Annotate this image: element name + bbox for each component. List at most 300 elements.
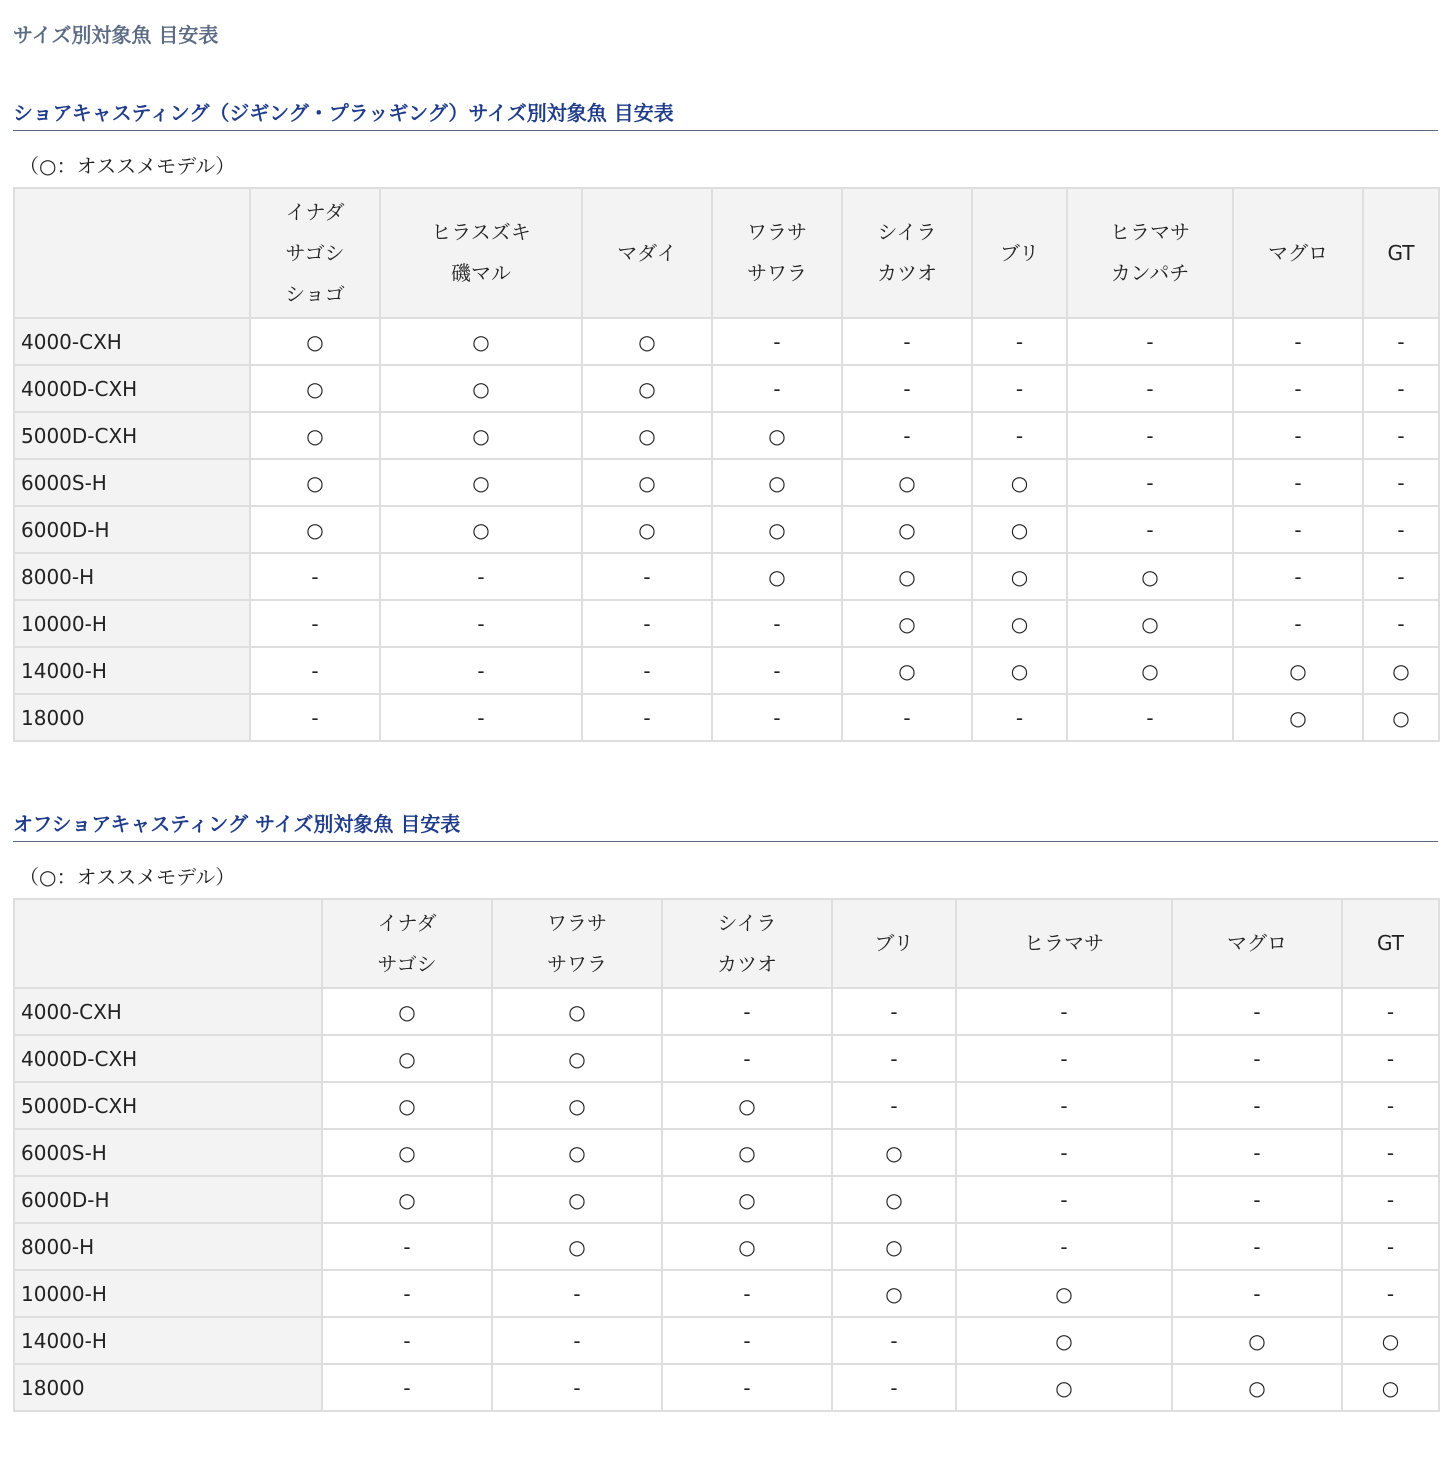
circle-mark: ○ bbox=[638, 470, 656, 495]
not-applicable-cell bbox=[1342, 1223, 1439, 1270]
not-applicable-cell bbox=[1363, 600, 1439, 647]
fish-name: ヒラスズキ bbox=[431, 220, 531, 244]
corner-header-cell bbox=[14, 899, 322, 988]
recommended-mark-cell bbox=[1233, 694, 1363, 741]
circle-mark: ○ bbox=[398, 1046, 416, 1071]
not-applicable-cell bbox=[1172, 988, 1342, 1035]
fish-column-header bbox=[842, 188, 972, 318]
table-header-row bbox=[14, 188, 1439, 318]
dash-mark: - bbox=[477, 658, 485, 683]
dash-mark: - bbox=[1386, 1187, 1395, 1212]
dash-mark: - bbox=[643, 611, 651, 636]
circle-mark: ○ bbox=[1010, 564, 1029, 589]
not-applicable-cell bbox=[582, 553, 712, 600]
not-applicable-cell bbox=[380, 553, 582, 600]
circle-mark: ○ bbox=[306, 329, 324, 354]
circle-mark: ○ bbox=[738, 1140, 756, 1165]
recommended-mark-cell bbox=[250, 365, 380, 412]
not-applicable-cell bbox=[1172, 1176, 1342, 1223]
circle-mark: ○ bbox=[1381, 1375, 1400, 1400]
model-name-cell: 8000-H bbox=[14, 1223, 322, 1270]
circle-mark: ○ bbox=[738, 1234, 756, 1259]
not-applicable-cell bbox=[1172, 1129, 1342, 1176]
fish-name: GT bbox=[1376, 931, 1404, 955]
fish-column-header bbox=[250, 188, 380, 318]
dash-mark: - bbox=[1253, 1093, 1261, 1118]
not-applicable-cell bbox=[1342, 1270, 1439, 1317]
dash-mark: - bbox=[1386, 1234, 1395, 1259]
dash-mark: - bbox=[1060, 999, 1068, 1024]
not-applicable-cell bbox=[250, 647, 380, 694]
not-applicable-cell bbox=[972, 318, 1067, 365]
not-applicable-cell bbox=[1067, 318, 1233, 365]
not-applicable-cell bbox=[662, 1270, 832, 1317]
fish-column-header bbox=[322, 899, 492, 988]
circle-mark: ○ bbox=[898, 517, 916, 542]
not-applicable-cell bbox=[250, 553, 380, 600]
dash-mark: - bbox=[890, 1093, 898, 1118]
fish-name: マダイ bbox=[617, 240, 677, 265]
fish-column-header bbox=[380, 188, 582, 318]
dash-mark: - bbox=[1397, 611, 1405, 636]
circle-mark: ○ bbox=[1289, 705, 1307, 730]
recommended-mark-cell bbox=[492, 1035, 662, 1082]
dash-mark: - bbox=[1253, 1281, 1261, 1306]
recommended-mark-cell bbox=[1172, 1364, 1342, 1411]
not-applicable-cell bbox=[832, 988, 956, 1035]
offshore-casting-section bbox=[13, 809, 1438, 1412]
dash-mark: - bbox=[1386, 1281, 1395, 1306]
dash-mark: - bbox=[743, 1328, 751, 1353]
recommended-mark-cell bbox=[662, 1129, 832, 1176]
fish-column-header bbox=[956, 899, 1172, 988]
fish-name: ワラサ bbox=[547, 910, 607, 935]
recommended-mark-cell bbox=[380, 459, 582, 506]
recommended-mark-cell bbox=[842, 459, 972, 506]
recommended-mark-cell bbox=[380, 318, 582, 365]
dash-mark: - bbox=[403, 1281, 411, 1306]
fish-name: カンパチ bbox=[1110, 261, 1190, 285]
circle-mark: ○ bbox=[568, 1187, 586, 1212]
not-applicable-cell bbox=[842, 318, 972, 365]
recommended-mark-cell bbox=[322, 1035, 492, 1082]
recommended-mark-cell bbox=[250, 412, 380, 459]
dash-mark: - bbox=[773, 329, 781, 354]
dash-mark: - bbox=[1397, 329, 1405, 354]
fish-name: サワラ bbox=[747, 261, 807, 285]
not-applicable-cell bbox=[956, 1176, 1172, 1223]
recommended-mark-cell bbox=[832, 1270, 956, 1317]
dash-mark: - bbox=[1253, 1234, 1261, 1259]
circle-mark: ○ bbox=[885, 1140, 903, 1165]
dash-mark: - bbox=[1146, 705, 1154, 730]
shore-casting-section bbox=[13, 98, 1438, 742]
table-row bbox=[14, 1082, 1439, 1129]
circle-mark: ○ bbox=[472, 517, 490, 542]
dash-mark: - bbox=[1397, 517, 1405, 542]
model-name-cell: 5000D-CXH bbox=[14, 412, 250, 459]
dash-mark: - bbox=[1386, 1140, 1395, 1165]
circle-mark: ○ bbox=[1289, 658, 1307, 683]
recommended-mark-cell bbox=[380, 365, 582, 412]
not-applicable-cell bbox=[832, 1364, 956, 1411]
fish-name: ブリ bbox=[999, 240, 1040, 265]
recommended-mark-cell bbox=[1342, 1364, 1439, 1411]
dash-mark: - bbox=[403, 1328, 411, 1353]
dash-mark: - bbox=[311, 611, 319, 636]
not-applicable-cell bbox=[582, 694, 712, 741]
circle-mark: ○ bbox=[1141, 564, 1159, 589]
recommended-mark-cell bbox=[492, 1176, 662, 1223]
dash-mark: - bbox=[1294, 470, 1302, 495]
model-name-cell: 14000-H bbox=[14, 647, 250, 694]
circle-mark: ○ bbox=[472, 470, 490, 495]
dash-mark: - bbox=[1060, 1046, 1068, 1071]
table-body bbox=[14, 318, 1439, 741]
dash-mark: - bbox=[1015, 329, 1024, 354]
model-name-cell: 4000-CXH bbox=[14, 318, 250, 365]
model-name-cell: 8000-H bbox=[14, 553, 250, 600]
page-title: サイズ別対象魚 目安表 bbox=[13, 23, 219, 47]
circle-mark: ○ bbox=[1010, 517, 1029, 542]
section-heading: ショアキャスティング（ジギング・プラッギング）サイズ別対象魚 目安表 bbox=[13, 98, 1438, 131]
recommended-mark-cell bbox=[832, 1129, 956, 1176]
dash-mark: - bbox=[1397, 564, 1405, 589]
not-applicable-cell bbox=[250, 694, 380, 741]
not-applicable-cell bbox=[1172, 1035, 1342, 1082]
dash-mark: - bbox=[1146, 376, 1154, 401]
recommended-mark-cell bbox=[972, 506, 1067, 553]
model-name-cell: 10000-H bbox=[14, 600, 250, 647]
recommended-mark-cell bbox=[250, 506, 380, 553]
fish-column-header bbox=[662, 899, 832, 988]
shore-casting-table bbox=[13, 187, 1440, 742]
model-name-cell: 6000D-H bbox=[14, 1176, 322, 1223]
dash-mark: - bbox=[477, 705, 485, 730]
dash-mark: - bbox=[773, 705, 781, 730]
circle-mark: ○ bbox=[638, 423, 656, 448]
recommended-mark-cell bbox=[842, 647, 972, 694]
table-row bbox=[14, 1317, 1439, 1364]
not-applicable-cell bbox=[1067, 459, 1233, 506]
dash-mark: - bbox=[1386, 999, 1395, 1024]
circle-mark: ○ bbox=[1010, 470, 1029, 495]
dash-mark: - bbox=[1253, 999, 1261, 1024]
not-applicable-cell bbox=[492, 1270, 662, 1317]
not-applicable-cell bbox=[1067, 365, 1233, 412]
table-row bbox=[14, 988, 1439, 1035]
not-applicable-cell bbox=[1233, 506, 1363, 553]
corner-header-cell bbox=[14, 188, 250, 318]
dash-mark: - bbox=[1253, 1187, 1261, 1212]
not-applicable-cell bbox=[492, 1317, 662, 1364]
dash-mark: - bbox=[1294, 329, 1302, 354]
recommended-mark-cell bbox=[972, 647, 1067, 694]
dash-mark: - bbox=[643, 705, 651, 730]
circle-mark: ○ bbox=[768, 517, 786, 542]
not-applicable-cell bbox=[956, 988, 1172, 1035]
dash-mark: - bbox=[1386, 1046, 1395, 1071]
circle-mark: ○ bbox=[638, 517, 656, 542]
not-applicable-cell bbox=[1363, 506, 1439, 553]
fish-column-header bbox=[1172, 899, 1342, 988]
dash-mark: - bbox=[890, 1046, 898, 1071]
fish-column-header bbox=[1067, 188, 1233, 318]
circle-mark: ○ bbox=[568, 1234, 586, 1259]
recommendation-legend: （○：オススメモデル） bbox=[19, 865, 236, 889]
dash-mark: - bbox=[1397, 470, 1405, 495]
fish-name: 磯マル bbox=[451, 261, 511, 285]
fish-name: サワラ bbox=[547, 951, 607, 976]
not-applicable-cell bbox=[1067, 506, 1233, 553]
not-applicable-cell bbox=[712, 365, 842, 412]
circle-mark: ○ bbox=[1392, 705, 1410, 730]
not-applicable-cell bbox=[662, 1317, 832, 1364]
not-applicable-cell bbox=[712, 318, 842, 365]
not-applicable-cell bbox=[322, 1223, 492, 1270]
dash-mark: - bbox=[743, 999, 751, 1024]
recommended-mark-cell bbox=[582, 506, 712, 553]
not-applicable-cell bbox=[1342, 1082, 1439, 1129]
recommended-mark-cell bbox=[1172, 1317, 1342, 1364]
table-row bbox=[14, 1364, 1439, 1411]
dash-mark: - bbox=[1397, 423, 1405, 448]
dash-mark: - bbox=[477, 611, 485, 636]
table-row bbox=[14, 1129, 1439, 1176]
circle-mark: ○ bbox=[885, 1281, 903, 1306]
table-row bbox=[14, 365, 1439, 412]
dash-mark: - bbox=[890, 1375, 898, 1400]
dash-mark: - bbox=[743, 1281, 751, 1306]
not-applicable-cell bbox=[1363, 459, 1439, 506]
fish-name: ショゴ bbox=[285, 281, 345, 306]
not-applicable-cell bbox=[1172, 1270, 1342, 1317]
recommended-mark-cell bbox=[582, 412, 712, 459]
dash-mark: - bbox=[1294, 564, 1302, 589]
not-applicable-cell bbox=[1233, 318, 1363, 365]
recommended-mark-cell bbox=[492, 1223, 662, 1270]
fish-name: ワラサ bbox=[747, 220, 807, 244]
recommended-mark-cell bbox=[972, 553, 1067, 600]
dash-mark: - bbox=[643, 564, 651, 589]
circle-mark: ○ bbox=[472, 329, 490, 354]
circle-mark: ○ bbox=[306, 470, 324, 495]
dash-mark: - bbox=[890, 1328, 898, 1353]
fish-name: カツオ bbox=[717, 951, 777, 976]
not-applicable-cell bbox=[1067, 694, 1233, 741]
dash-mark: - bbox=[1397, 376, 1405, 401]
fish-name: シイラ bbox=[877, 220, 937, 244]
not-applicable-cell bbox=[582, 647, 712, 694]
not-applicable-cell bbox=[832, 1317, 956, 1364]
not-applicable-cell bbox=[662, 1364, 832, 1411]
recommended-mark-cell bbox=[842, 553, 972, 600]
dash-mark: - bbox=[1060, 1234, 1068, 1259]
recommended-mark-cell bbox=[1363, 647, 1439, 694]
dash-mark: - bbox=[1060, 1140, 1068, 1165]
not-applicable-cell bbox=[712, 694, 842, 741]
dash-mark: - bbox=[1015, 423, 1024, 448]
dash-mark: - bbox=[1294, 423, 1302, 448]
circle-mark: ○ bbox=[568, 1046, 586, 1071]
circle-mark: ○ bbox=[885, 1187, 903, 1212]
not-applicable-cell bbox=[842, 694, 972, 741]
circle-mark: ○ bbox=[1055, 1281, 1073, 1306]
model-name-cell: 14000-H bbox=[14, 1317, 322, 1364]
fish-column-header bbox=[1233, 188, 1363, 318]
dash-mark: - bbox=[643, 658, 651, 683]
circle-mark: ○ bbox=[638, 376, 656, 401]
recommended-mark-cell bbox=[712, 506, 842, 553]
recommended-mark-cell bbox=[322, 988, 492, 1035]
circle-mark: ○ bbox=[768, 564, 786, 589]
dash-mark: - bbox=[403, 1234, 411, 1259]
dash-mark: - bbox=[903, 423, 911, 448]
not-applicable-cell bbox=[1363, 412, 1439, 459]
not-applicable-cell bbox=[322, 1270, 492, 1317]
table-row bbox=[14, 694, 1439, 741]
recommended-mark-cell bbox=[972, 459, 1067, 506]
model-name-cell: 5000D-CXH bbox=[14, 1082, 322, 1129]
recommended-mark-cell bbox=[832, 1176, 956, 1223]
circle-mark: ○ bbox=[1010, 611, 1029, 636]
recommended-mark-cell bbox=[956, 1270, 1172, 1317]
dash-mark: - bbox=[743, 1375, 751, 1400]
circle-mark: ○ bbox=[738, 1093, 756, 1118]
table-row bbox=[14, 506, 1439, 553]
recommended-mark-cell bbox=[380, 506, 582, 553]
circle-mark: ○ bbox=[1248, 1328, 1266, 1353]
circle-mark: ○ bbox=[1055, 1375, 1073, 1400]
circle-mark: ○ bbox=[398, 1093, 416, 1118]
not-applicable-cell bbox=[956, 1082, 1172, 1129]
dash-mark: - bbox=[1015, 376, 1024, 401]
not-applicable-cell bbox=[380, 647, 582, 694]
dash-mark: - bbox=[743, 1046, 751, 1071]
not-applicable-cell bbox=[972, 694, 1067, 741]
fish-name: イナダ bbox=[377, 910, 437, 935]
model-name-cell: 6000D-H bbox=[14, 506, 250, 553]
table-row bbox=[14, 1035, 1439, 1082]
not-applicable-cell bbox=[582, 600, 712, 647]
recommended-mark-cell bbox=[582, 365, 712, 412]
not-applicable-cell bbox=[1233, 600, 1363, 647]
recommended-mark-cell bbox=[582, 318, 712, 365]
dash-mark: - bbox=[773, 658, 781, 683]
not-applicable-cell bbox=[380, 694, 582, 741]
circle-mark: ○ bbox=[398, 999, 416, 1024]
circle-mark: ○ bbox=[1248, 1375, 1266, 1400]
not-applicable-cell bbox=[1342, 988, 1439, 1035]
recommended-mark-cell bbox=[1067, 553, 1233, 600]
model-name-cell: 4000D-CXH bbox=[14, 1035, 322, 1082]
fish-name: マグロ bbox=[1227, 931, 1287, 955]
recommended-mark-cell bbox=[492, 1082, 662, 1129]
recommended-mark-cell bbox=[662, 1223, 832, 1270]
recommended-mark-cell bbox=[250, 459, 380, 506]
table-row bbox=[14, 553, 1439, 600]
not-applicable-cell bbox=[250, 600, 380, 647]
section-heading: オフショアキャスティング サイズ別対象魚 目安表 bbox=[13, 809, 1438, 842]
fish-column-header bbox=[1342, 899, 1439, 988]
circle-mark: ○ bbox=[1055, 1328, 1073, 1353]
recommended-mark-cell bbox=[492, 1129, 662, 1176]
not-applicable-cell bbox=[972, 365, 1067, 412]
dash-mark: - bbox=[903, 376, 911, 401]
recommended-mark-cell bbox=[582, 459, 712, 506]
not-applicable-cell bbox=[712, 647, 842, 694]
fish-name: ブリ bbox=[874, 931, 914, 955]
dash-mark: - bbox=[1294, 376, 1302, 401]
fish-column-header bbox=[1363, 188, 1439, 318]
not-applicable-cell bbox=[322, 1364, 492, 1411]
table-row bbox=[14, 412, 1439, 459]
table-row bbox=[14, 647, 1439, 694]
not-applicable-cell bbox=[1233, 553, 1363, 600]
dash-mark: - bbox=[573, 1328, 581, 1353]
not-applicable-cell bbox=[712, 600, 842, 647]
dash-mark: - bbox=[1146, 517, 1154, 542]
circle-mark: ○ bbox=[568, 1140, 586, 1165]
dash-mark: - bbox=[1060, 1187, 1068, 1212]
recommended-mark-cell bbox=[1067, 647, 1233, 694]
not-applicable-cell bbox=[956, 1129, 1172, 1176]
dash-mark: - bbox=[1060, 1093, 1068, 1118]
not-applicable-cell bbox=[1172, 1223, 1342, 1270]
not-applicable-cell bbox=[662, 988, 832, 1035]
dash-mark: - bbox=[1294, 517, 1302, 542]
dash-mark: - bbox=[903, 329, 911, 354]
dash-mark: - bbox=[403, 1375, 411, 1400]
not-applicable-cell bbox=[842, 365, 972, 412]
circle-mark: ○ bbox=[898, 658, 916, 683]
not-applicable-cell bbox=[842, 412, 972, 459]
fish-name: イナダ bbox=[285, 199, 345, 224]
table-body bbox=[14, 988, 1439, 1411]
recommended-mark-cell bbox=[380, 412, 582, 459]
fish-name: GT bbox=[1387, 240, 1415, 265]
table-row bbox=[14, 459, 1439, 506]
dash-mark: - bbox=[1294, 611, 1302, 636]
circle-mark: ○ bbox=[1141, 658, 1159, 683]
not-applicable-cell bbox=[1363, 365, 1439, 412]
recommended-mark-cell bbox=[956, 1364, 1172, 1411]
not-applicable-cell bbox=[1363, 553, 1439, 600]
dash-mark: - bbox=[1146, 470, 1154, 495]
dash-mark: - bbox=[890, 999, 898, 1024]
model-name-cell: 18000 bbox=[14, 1364, 322, 1411]
not-applicable-cell bbox=[492, 1364, 662, 1411]
offshore-casting-table bbox=[13, 898, 1440, 1412]
dash-mark: - bbox=[773, 611, 781, 636]
not-applicable-cell bbox=[832, 1082, 956, 1129]
circle-mark: ○ bbox=[768, 470, 786, 495]
table-row bbox=[14, 1176, 1439, 1223]
circle-mark: ○ bbox=[306, 376, 324, 401]
recommended-mark-cell bbox=[1342, 1317, 1439, 1364]
fish-name: サゴシ bbox=[285, 240, 345, 265]
not-applicable-cell bbox=[662, 1035, 832, 1082]
table-header-row bbox=[14, 899, 1439, 988]
recommended-mark-cell bbox=[842, 600, 972, 647]
recommended-mark-cell bbox=[492, 988, 662, 1035]
table-row bbox=[14, 1270, 1439, 1317]
circle-mark: ○ bbox=[306, 423, 324, 448]
circle-mark: ○ bbox=[1392, 658, 1410, 683]
dash-mark: - bbox=[1015, 705, 1024, 730]
fish-name: サゴシ bbox=[377, 951, 437, 976]
not-applicable-cell bbox=[972, 412, 1067, 459]
